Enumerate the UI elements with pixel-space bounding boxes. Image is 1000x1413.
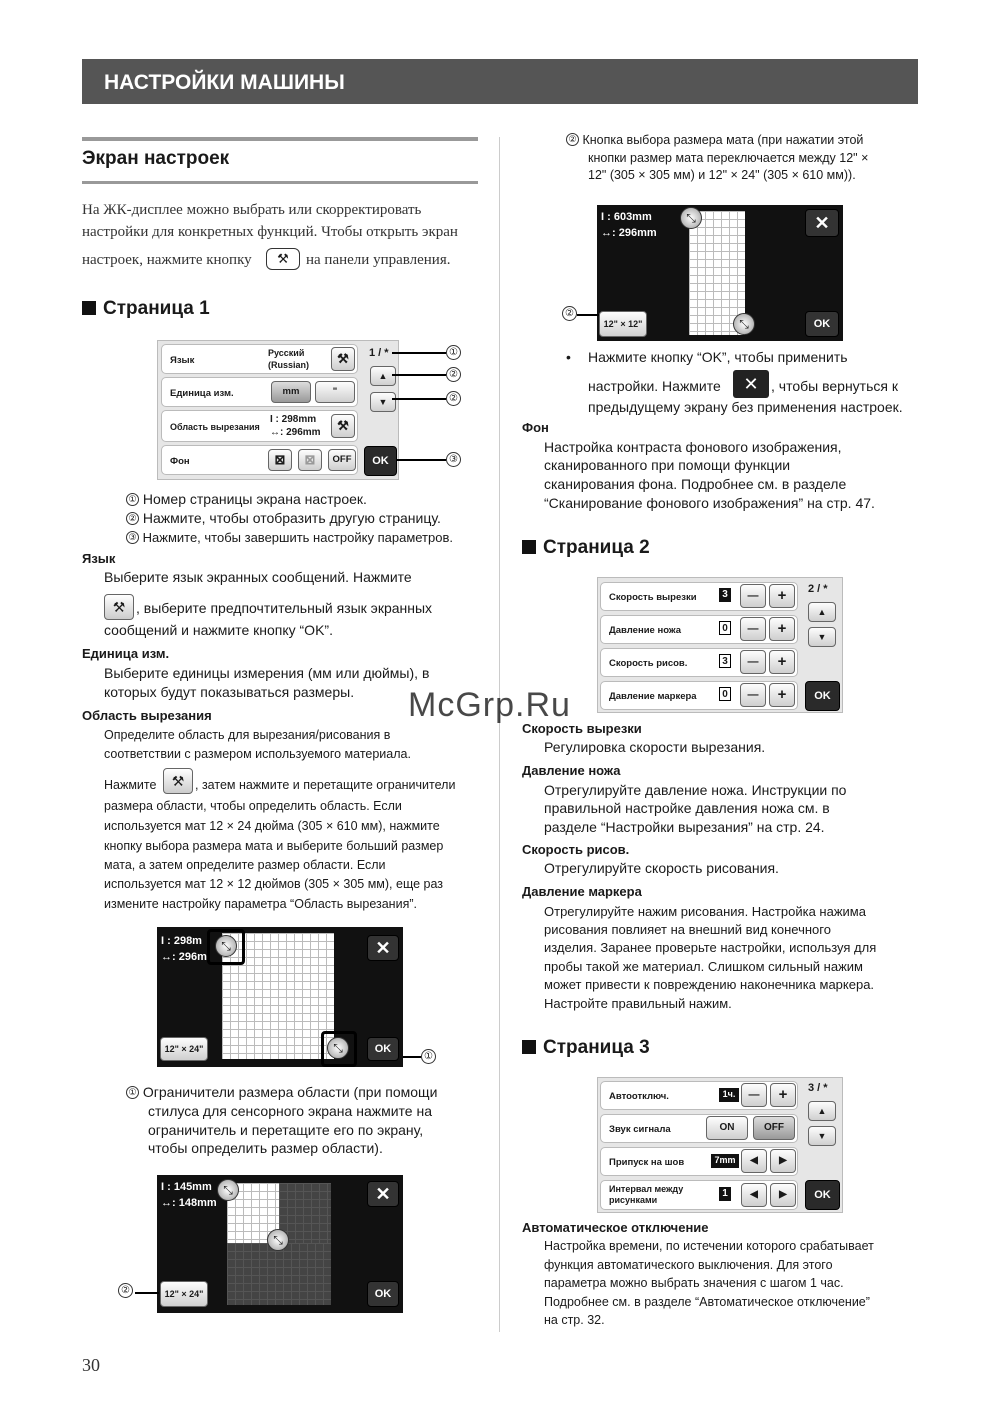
bg-light-button[interactable]: ⊠ — [298, 449, 322, 471]
minus-button[interactable]: — — [740, 650, 766, 674]
unit-label: Единица изм. — [170, 388, 234, 399]
page1-title: Страница 1 — [82, 298, 210, 320]
page-indicator: 3 / * — [808, 1082, 828, 1094]
width-readout: ↔: 296m — [161, 951, 207, 963]
page-down-button[interactable]: ▼ — [370, 392, 396, 412]
increase-button[interactable]: ▶ — [770, 1183, 796, 1207]
ok-button[interactable]: OK — [805, 1180, 840, 1210]
row-label: Давление маркера — [609, 691, 697, 702]
knife-text2: правильной настройке давления ножа см. в — [544, 800, 830, 816]
close-icon: ✕ — [733, 370, 769, 398]
area-text6: кнопку выбора размера мата и выберите больший размер — [104, 839, 444, 853]
minus-button[interactable]: — — [740, 617, 766, 641]
intro-line1: На ЖК-дисплее можно выбрать или скорректировать — [82, 202, 422, 218]
mat-note2: кнопки размер мата переключается между 12" × — [588, 151, 869, 165]
draw-text: Отрегулируйте скорость рисования. — [544, 860, 779, 876]
section-rule-bottom — [82, 181, 478, 184]
increase-button[interactable]: ▶ — [770, 1149, 796, 1173]
plus-button[interactable]: + — [770, 1083, 796, 1107]
row-cut-area — [161, 410, 358, 442]
callout-line — [577, 314, 599, 316]
decrease-button[interactable]: ◀ — [741, 1183, 767, 1207]
area-text1: Определите область для вырезания/рисования в — [104, 728, 391, 742]
callout-line — [396, 459, 446, 461]
row-interval — [600, 1180, 798, 1210]
ok-button[interactable]: OK — [367, 1037, 399, 1061]
bg-off-button[interactable]: OFF — [328, 449, 356, 471]
callout-1: ① — [446, 345, 461, 360]
handle-note2: стилуса для сенсорного экрана нажмите на — [148, 1103, 432, 1119]
ok-note2b: , чтобы вернуться к — [771, 378, 898, 394]
area-width: ↔: 296mm — [270, 427, 321, 438]
note-2: ② Нажмите, чтобы отобразить другую страницу. — [126, 509, 441, 528]
chapter-header: НАСТРОЙКИ МАШИНЫ — [82, 59, 918, 104]
page-number: 30 — [82, 1355, 100, 1375]
ok-button[interactable]: OK — [367, 1281, 399, 1307]
callout-line — [403, 1056, 421, 1058]
row-auto-off — [600, 1081, 798, 1110]
area-text9: измените настройку параметра “Область вырезания”. — [104, 897, 417, 911]
marker-text2: рисования повлияет на внешний вид конечного — [544, 922, 831, 937]
section-title: Экран настроек — [82, 148, 230, 169]
lang-text3: сообщений и нажмите кнопку “OK”. — [104, 622, 333, 638]
callout-1: ① — [421, 1049, 436, 1064]
draw-title: Скорость рисов. — [522, 842, 630, 857]
callout-2: ② — [118, 1283, 133, 1298]
page-up-button[interactable]: ▲ — [808, 1101, 836, 1121]
handle-note4: чтобы определить размер области). — [148, 1140, 383, 1156]
page-up-button[interactable]: ▲ — [370, 366, 396, 386]
tools-icon: ⚒ — [104, 594, 134, 620]
area-text7: мата, а затем определите размер области. Если — [104, 858, 386, 872]
lang-select-button[interactable]: ⚒ — [331, 347, 355, 371]
page-down-button[interactable]: ▼ — [808, 627, 836, 647]
watermark: McGrp.Ru — [408, 686, 571, 724]
plus-button[interactable]: + — [769, 650, 795, 674]
mat-size-button[interactable]: 12" × 24" — [160, 1037, 208, 1061]
minus-button[interactable]: — — [740, 683, 766, 707]
height-readout: I : 145mm — [161, 1181, 212, 1193]
autooff-text5: на стр. 32. — [544, 1313, 605, 1327]
autooff-title: Автоматическое отключение — [522, 1220, 709, 1235]
knife-text3: разделе “Настройки вырезания” на стр. 24. — [544, 819, 825, 835]
area-handle-topleft[interactable]: ⤡ — [680, 207, 702, 229]
page-indicator: 1 / * — [369, 347, 389, 359]
lang-text2: , выберите предпочтительный язык экранных — [136, 600, 433, 616]
area-title: Область вырезания — [82, 708, 212, 723]
minus-button[interactable]: — — [740, 584, 766, 608]
speed-text: Регулировка скорости вырезания. — [544, 739, 766, 755]
unit-text1: Выберите единицы измерения (мм или дюймы), в — [104, 665, 430, 681]
row-value: 3 — [719, 588, 731, 602]
area-handle-bottomright[interactable]: ⤡ — [733, 313, 755, 335]
area-screen-2 — [157, 1175, 403, 1313]
callout-line — [392, 398, 446, 400]
area-handle-topleft[interactable]: ⤡ — [217, 1179, 239, 1201]
close-icon[interactable]: ✕ — [805, 209, 839, 237]
lang-text1: Выберите язык экранных сообщений. Нажмите — [104, 569, 412, 585]
width-readout: ↔: 148mm — [161, 1197, 217, 1209]
lang-value: Русский — [268, 348, 305, 358]
row-value: 7mm — [711, 1154, 739, 1168]
ok-button[interactable]: OK — [364, 446, 397, 476]
page2-title: Страница 2 — [522, 537, 650, 559]
ok-note-bullet: • — [566, 349, 571, 365]
autooff-text4: Подробнее см. в разделе “Автоматическое отключение” — [544, 1295, 870, 1309]
ok-button[interactable]: OK — [805, 681, 840, 711]
note-1: ① Номер страницы экрана настроек. — [126, 490, 367, 509]
page-indicator: 2 / * — [808, 583, 828, 595]
row-value: 1 — [719, 1187, 731, 1201]
page3-panel — [597, 1077, 843, 1213]
row-label: Припуск на шов — [609, 1157, 685, 1168]
row-value: 0 — [719, 687, 731, 701]
row-value: 0 — [719, 621, 731, 635]
autooff-text1: Настройка времени, по истечении которого срабатывает — [544, 1239, 874, 1253]
marker-text1: Отрегулируйте нажим рисования. Настройка нажима — [544, 904, 866, 919]
decrease-button[interactable]: ◀ — [741, 1149, 767, 1173]
row-label: Автоотключ. — [609, 1091, 669, 1102]
area-handle-topleft[interactable]: ⤡ — [215, 935, 237, 957]
bg-label: Фон — [170, 456, 190, 467]
callout-3: ③ — [446, 452, 461, 467]
area-text3a: Нажмите — [104, 778, 157, 792]
shaded-area — [227, 1243, 331, 1305]
row-language — [161, 344, 358, 374]
row-label: Скорость рисов. — [609, 658, 688, 669]
callout-line — [392, 374, 446, 376]
knife-text1: Отрегулируйте давление ножа. Инструкции по — [544, 782, 847, 798]
width-readout: ↔: 296mm — [601, 227, 657, 239]
marker-text5: может привести к повреждению наконечника маркера. — [544, 977, 875, 992]
section-rule-top — [82, 137, 478, 141]
ok-note1: Нажмите кнопку “OK”, чтобы применить — [588, 349, 848, 365]
area-handle-bottomright[interactable]: ⤡ — [327, 1037, 349, 1059]
area-label: Область вырезания — [170, 422, 260, 432]
marker-title: Давление маркера — [522, 884, 642, 899]
area-screen-1 — [157, 927, 403, 1067]
area-select-button[interactable]: ⚒ — [331, 414, 355, 438]
page1-panel — [157, 340, 399, 480]
callout-2: ② — [446, 367, 461, 382]
unit-mm-button[interactable]: mm — [271, 381, 311, 403]
note-3: ③ Нажмите, чтобы завершить настройку параметров. — [126, 528, 453, 547]
handle-note3: ограничитель и перетащите его по экрану, — [148, 1122, 424, 1138]
page-up-button[interactable]: ▲ — [808, 602, 836, 622]
mat-screen — [597, 205, 843, 341]
area-text8: используется мат 12 × 12 дюймов (305 × 305 мм), еще раз — [104, 877, 444, 891]
row-seam — [600, 1147, 798, 1176]
bg-title: Фон — [522, 420, 549, 435]
row-value: 1ч. — [719, 1088, 739, 1102]
callout-2: ② — [562, 306, 577, 321]
minus-button[interactable]: — — [741, 1083, 767, 1107]
area-text2: соответствии с размером используемого материала. — [104, 747, 411, 761]
sound-off-button[interactable]: OFF — [753, 1116, 795, 1140]
mat-size-button[interactable]: 12" × 12" — [599, 311, 647, 337]
row-label: Давление ножа — [609, 625, 682, 636]
sound-on-button[interactable]: ON — [706, 1116, 748, 1140]
settings-key-icon: ⚒ — [266, 248, 300, 270]
area-text4: размера области, чтобы определить область. Если — [104, 799, 402, 813]
close-icon[interactable]: ✕ — [367, 935, 399, 961]
plus-button[interactable]: + — [769, 617, 795, 641]
row-value: 3 — [719, 654, 731, 668]
mat-note1: ② Кнопка выбора размера мата (при нажатии этой — [566, 131, 863, 150]
height-readout: I : 603mm — [601, 211, 652, 223]
ok-note3: предыдущему экрану без применения настроек. — [588, 399, 903, 415]
tools-icon: ⚒ — [163, 768, 193, 794]
speed-title: Скорость вырезки — [522, 721, 642, 736]
unit-title: Единица изм. — [82, 646, 170, 661]
bg-text3: сканирования фона. Подробнее см. в разделе — [544, 476, 847, 492]
height-readout: I : 298m — [161, 935, 202, 947]
page-down-button[interactable]: ▼ — [808, 1126, 836, 1146]
row-label-sub: рисунками — [609, 1195, 658, 1205]
page2-panel — [597, 577, 843, 713]
handle-note1: ① Ограничители размера области (при помощи — [126, 1083, 437, 1102]
bg-text1: Настройка контраста фонового изображения, — [544, 439, 842, 455]
autooff-text3: параметра можно выбрать значения с шагом 1 час. — [544, 1276, 844, 1290]
callout-line — [135, 1292, 159, 1294]
plus-button[interactable]: + — [769, 584, 795, 608]
mat-note3: 12" (305 × 305 мм) и 12" × 24" (305 × 610 мм)). — [588, 168, 856, 182]
marker-text3: изделия. Заранее проверьте настройки, используя для — [544, 940, 877, 955]
row-label: Звук сигнала — [609, 1124, 671, 1135]
lang-label: Язык — [170, 355, 195, 366]
ok-button[interactable]: OK — [805, 311, 839, 337]
unit-inch-button[interactable]: " — [315, 381, 355, 403]
callout-line — [392, 352, 446, 354]
lang-title: Язык — [82, 551, 116, 566]
bg-text4: “Сканирование фонового изображения” на стр. 47. — [544, 495, 875, 511]
plus-button[interactable]: + — [769, 683, 795, 707]
lang-value-sub: (Russian) — [268, 360, 310, 370]
area-text5: используется мат 12 × 24 дюйма (305 × 610 мм), нажмите — [104, 819, 440, 833]
autooff-text2: функция автоматического выключения. Для этого — [544, 1258, 833, 1272]
area-handle-bottomright[interactable]: ⤡ — [267, 1229, 289, 1251]
unit-text2: которых будут показываться размеры. — [104, 684, 355, 700]
knife-title: Давление ножа — [522, 763, 621, 778]
ok-note2a: настройки. Нажмите — [588, 378, 721, 394]
bg-dark-button[interactable]: ⊠ — [268, 449, 292, 471]
mat-size-button[interactable]: 12" × 24" — [160, 1281, 208, 1307]
callout-2b: ② — [446, 391, 461, 406]
column-divider — [499, 137, 500, 1332]
page3-title: Страница 3 — [522, 1037, 650, 1059]
row-label: Скорость вырезки — [609, 592, 697, 603]
marker-text4: пробы такой же материал. Слишком сильный нажим — [544, 959, 863, 974]
intro-line3b: на панели управления. — [306, 252, 451, 268]
row-label: Интервал между — [609, 1184, 684, 1194]
marker-text6: Настройте правильный нажим. — [544, 996, 732, 1011]
intro-line3a: настроек, нажмите кнопку — [82, 252, 252, 268]
area-text3b: , затем нажмите и перетащите ограничители — [195, 778, 456, 792]
area-height: I : 298mm — [270, 414, 317, 425]
close-icon[interactable]: ✕ — [367, 1181, 399, 1207]
bg-text2: сканированного при помощи функции — [544, 457, 791, 473]
intro-line2: настройки для конкретных функций. Чтобы открыть экран — [82, 224, 458, 240]
